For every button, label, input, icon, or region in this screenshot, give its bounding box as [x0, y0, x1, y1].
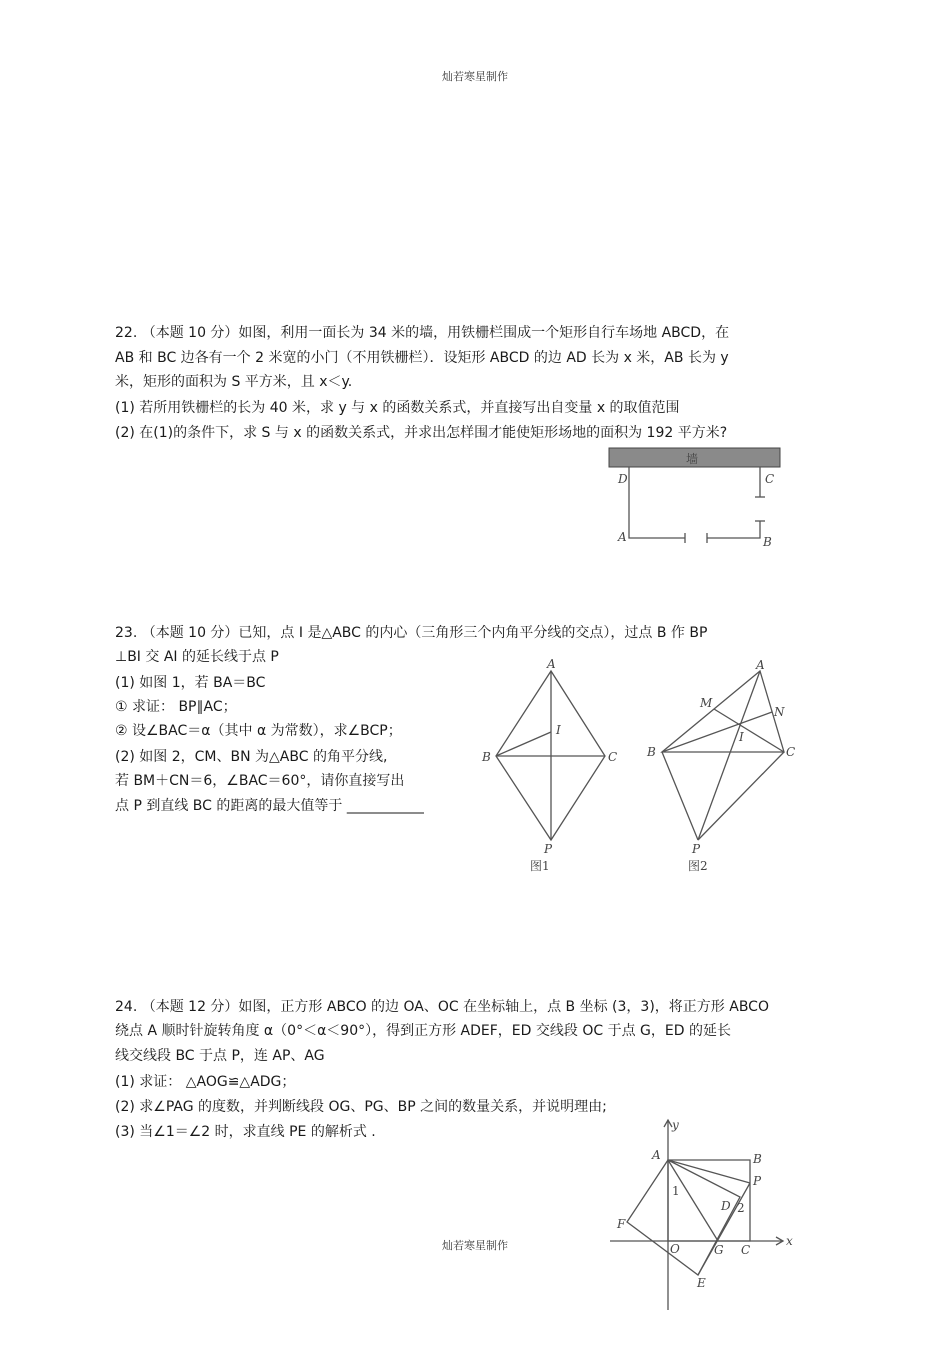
label-D: D [618, 472, 628, 486]
q23-figure-2 [640, 655, 800, 880]
q23-line-6: (2) 如图 2，CM、BN 为△ABC 的角平分线, [115, 749, 388, 765]
fig1-label-B: B [482, 750, 491, 764]
q22-line-4: (1) 若所用铁栅栏的长为 40 米，求 y 与 x 的函数关系式，并直接写出自变量 x 的取值范围 [115, 400, 680, 416]
fig2-bp [662, 752, 698, 840]
q23-figure-1 [480, 655, 620, 880]
fig1-label-P: P [544, 842, 553, 856]
label-angle-1: 1 [672, 1184, 680, 1198]
q22-line-5: (2) 在(1)的条件下，求 S 与 x 的函数关系式，并求出怎样围才能使矩形场地的面积为 192 平方米? [115, 425, 728, 441]
page-footer: 灿若寒星制作 [442, 1239, 508, 1252]
label-x: x [786, 1234, 793, 1248]
label-B: B [763, 535, 772, 549]
q24-figure [600, 1115, 800, 1315]
fig2-label-I: I [739, 730, 744, 744]
fig1-label-A: A [547, 657, 556, 671]
label-C: C [741, 1243, 751, 1257]
q23-line-4: ① 求证： BP∥AC； [115, 699, 237, 715]
label-A: A [652, 1148, 661, 1162]
q24-line-2: 绕点 A 顺时针旋转角度 α（0°＜α＜90°），得到正方形 ADEF，ED 交线段 OC 于点 G，ED 的延长 [115, 1023, 731, 1039]
label-D: D [721, 1199, 731, 1213]
label-G: G [714, 1243, 724, 1257]
wall-label: 墙 [686, 452, 699, 466]
label-B: B [753, 1152, 762, 1166]
q23-line-5: ② 设∠BAC＝α（其中 α 为常数），求∠BCP； [115, 723, 402, 739]
label-C: C [765, 472, 775, 486]
fig2-caption: 图2 [688, 859, 708, 873]
square-adef [627, 1160, 740, 1275]
fig2-label-A: A [756, 658, 765, 672]
fig2-label-P: P [692, 842, 701, 856]
q22-line-2: AB 和 BC 边各有一个 2 米宽的小门（不用铁栅栏）．设矩形 ABCD 的边 AD 长为 x 米，AB 长为 y [115, 350, 729, 366]
fence-right [707, 521, 760, 538]
fig2-label-C: C [786, 745, 796, 759]
q24-line-5: (2) 求∠PAG 的度数，并判断线段 OG、PG、BP 之间的数量关系，并说明理由; [115, 1099, 607, 1115]
fig1-caption: 图1 [530, 859, 550, 873]
label-O: O [670, 1242, 680, 1256]
label-A: A [618, 530, 627, 544]
q24-line-3: 线交线段 BC 于点 P，连 AP、AG [115, 1048, 325, 1064]
q23-line-8: 点 P 到直线 BC 的距离的最大值等于 ___________ [115, 798, 424, 814]
q24-line-4: (1) 求证： △AOG≌△ADG； [115, 1074, 296, 1090]
label-E: E [697, 1276, 706, 1290]
q23-line-7: 若 BM＋CN＝6，∠BAC＝60°，请你直接写出 [115, 773, 405, 789]
label-F: F [617, 1217, 626, 1231]
fig2-label-B: B [647, 745, 656, 759]
fig1-label-I: I [556, 723, 561, 737]
q23-line-1: 23. （本题 10 分）已知，点 I 是△ABC 的内心（三角形三个内角平分线的交点），过点 B 作 BP [115, 625, 708, 641]
line-pe [698, 1183, 750, 1275]
page-header: 灿若寒星制作 [442, 70, 508, 83]
q24-line-1: 24. （本题 12 分）如图，正方形 ABCO 的边 OA、OC 在坐标轴上，点 B 坐标 (3，3)，将正方形 ABCO [115, 999, 769, 1015]
fig2-bn [662, 712, 772, 752]
label-angle-2: 2 [737, 1201, 745, 1215]
q22-line-1: 22. （本题 10 分）如图，利用一面长为 34 米的墙，用铁栅栏围成一个矩形自行车场地 ABCD，在 [115, 325, 730, 341]
fig1-label-C: C [608, 750, 618, 764]
fig2-label-M: M [700, 696, 713, 710]
label-y: y [672, 1118, 679, 1132]
q22-figure [600, 442, 800, 554]
q23-line-3: (1) 如图 1，若 BA＝BC [115, 675, 266, 691]
q22-line-3: 米，矩形的面积为 S 平方米，且 x＜y. [115, 374, 353, 390]
q24-line-6: (3) 当∠1＝∠2 时，求直线 PE 的解析式 . [115, 1124, 376, 1140]
fence-left [629, 467, 685, 538]
fig2-pc [698, 752, 784, 840]
fig2-triangle [662, 671, 784, 752]
q23-line-2: ⊥BI 交 AI 的延长线于点 P [115, 649, 279, 665]
fig2-label-N: N [774, 705, 785, 719]
label-P: P [753, 1174, 762, 1188]
